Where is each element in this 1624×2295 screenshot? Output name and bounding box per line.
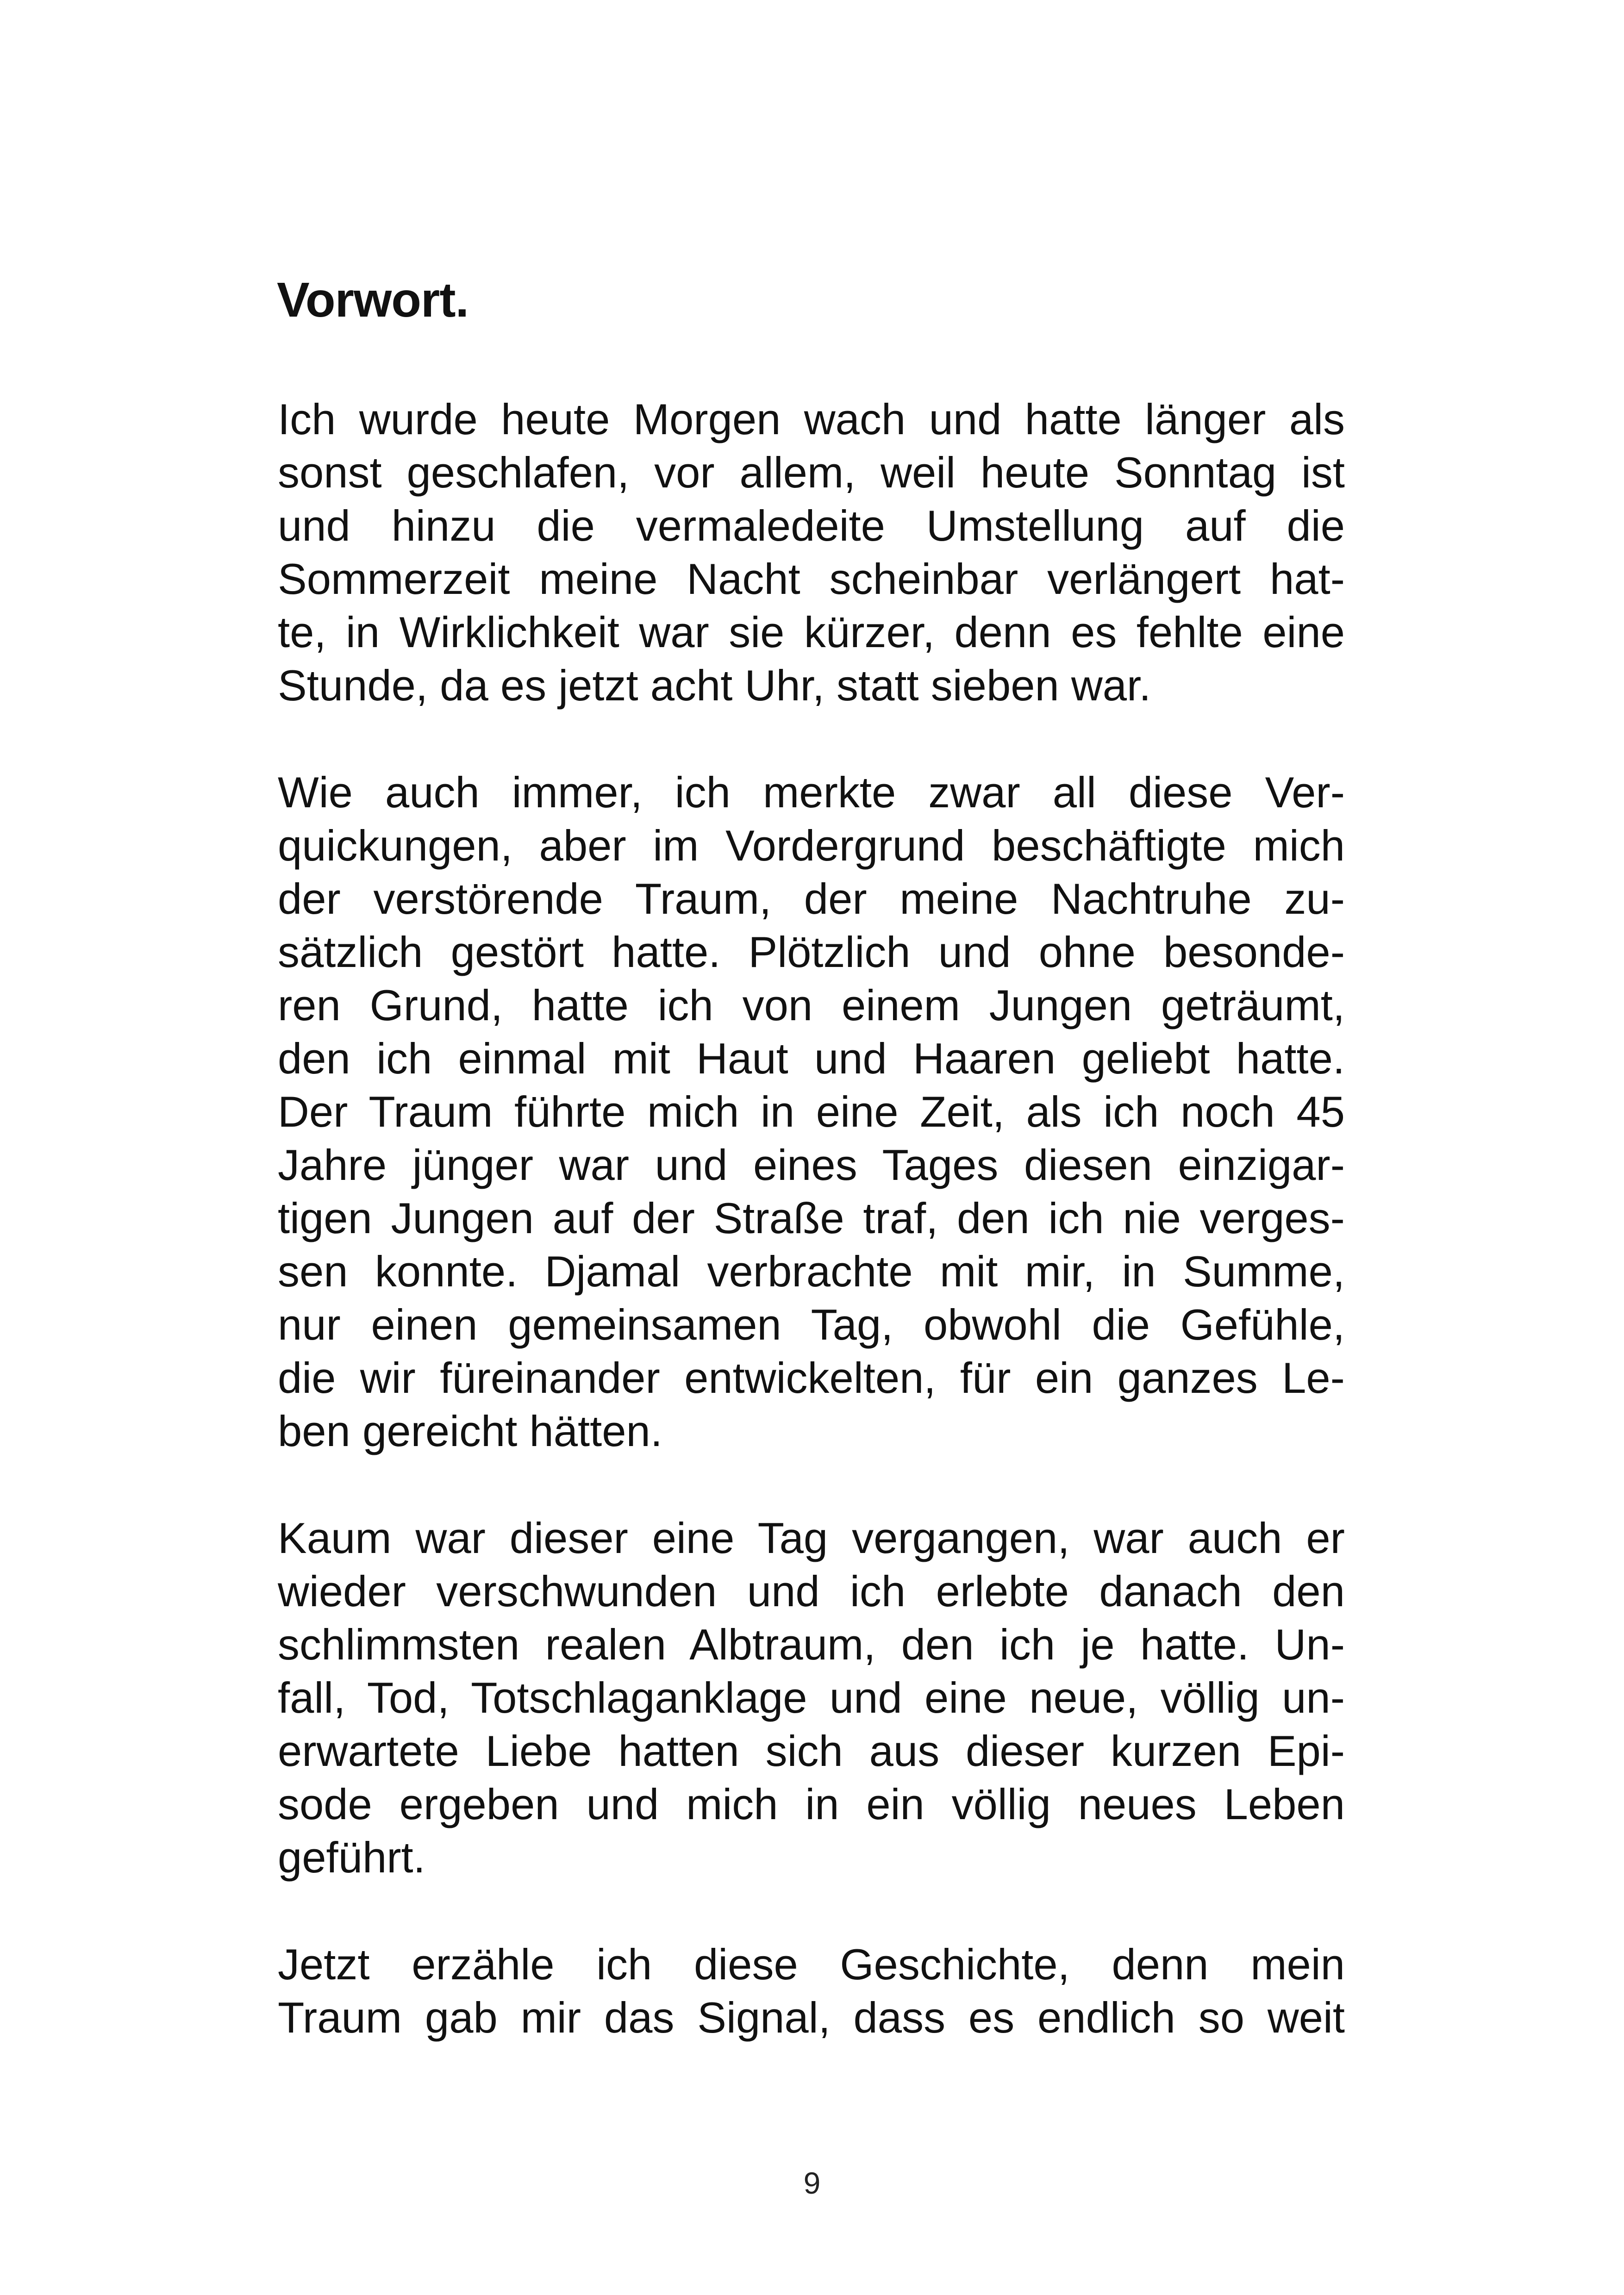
text-line: Jahre jünger war und eines Tages diesen einzigar- [278,1141,1345,1189]
text-line: te, in Wirklichkeit war sie kürzer, denn es fehlte eine [278,608,1345,656]
text-line: Ich wurde heute Morgen wach und hatte länger als [278,395,1345,443]
text-line: die wir füreinander entwickelten, für ein ganzes Le- [278,1353,1345,1402]
paragraph-3 [278,1511,1345,1884]
text-line: sätzlich gestört hatte. Plötzlich und ohne besonde- [278,928,1345,976]
text-line: fall, Tod, Totschlaganklage und eine neue, völlig un- [278,1673,1345,1722]
page-title: Vorwort. [277,273,469,327]
paragraph-1 [278,393,1345,712]
text-line: Jetzt erzähle ich diese Geschichte, denn mein [278,1940,1345,1989]
text-line: den ich einmal mit Haut und Haaren geliebt hatte. [278,1034,1345,1083]
text-line: sonst geschlafen, vor allem, weil heute Sonntag ist [278,448,1345,497]
text-line: tigen Jungen auf der Straße traf, den ich nie verges- [278,1194,1345,1242]
paragraph-4 [278,1938,1345,2044]
text-line: der verstörende Traum, der meine Nachtruhe zu- [278,874,1345,923]
page-number: 9 [803,2166,821,2200]
paragraph-2 [278,766,1345,1458]
text-line: ben gereicht hätten. [278,1407,662,1455]
text-line: Der Traum führte mich in eine Zeit, als ich noch 45 [278,1087,1345,1136]
text-line: Sommerzeit meine Nacht scheinbar verlängert hat- [278,555,1345,603]
text-line: geführt. [278,1833,425,1882]
text-line: sode ergeben und mich in ein völlig neues Leben [278,1780,1345,1828]
text-line: ren Grund, hatte ich von einem Jungen geträumt, [278,981,1345,1029]
text-line: nur einen gemeinsamen Tag, obwohl die Gefühle, [278,1300,1345,1349]
text-line: sen konnte. Djamal verbrachte mit mir, in Summe, [278,1247,1345,1296]
text-line: Wie auch immer, ich merkte zwar all diese Ver- [278,768,1345,817]
text-line: Stunde, da es jetzt acht Uhr, statt sieben war. [278,661,1151,710]
text-line: und hinzu die vermaledeite Umstellung auf die [278,501,1345,550]
text-line: schlimmsten realen Albtraum, den ich je hatte. Un- [278,1620,1345,1669]
text-line: wieder verschwunden und ich erlebte danach den [278,1567,1345,1615]
text-line: Kaum war dieser eine Tag vergangen, war auch er [278,1514,1345,1562]
text-line: Traum gab mir das Signal, dass es endlich so weit [278,1993,1345,2042]
body-text [278,393,1345,2044]
text-line: erwartete Liebe hatten sich aus dieser kurzen Epi- [278,1727,1345,1775]
text-line: quickungen, aber im Vordergrund beschäftigte mich [278,821,1345,870]
